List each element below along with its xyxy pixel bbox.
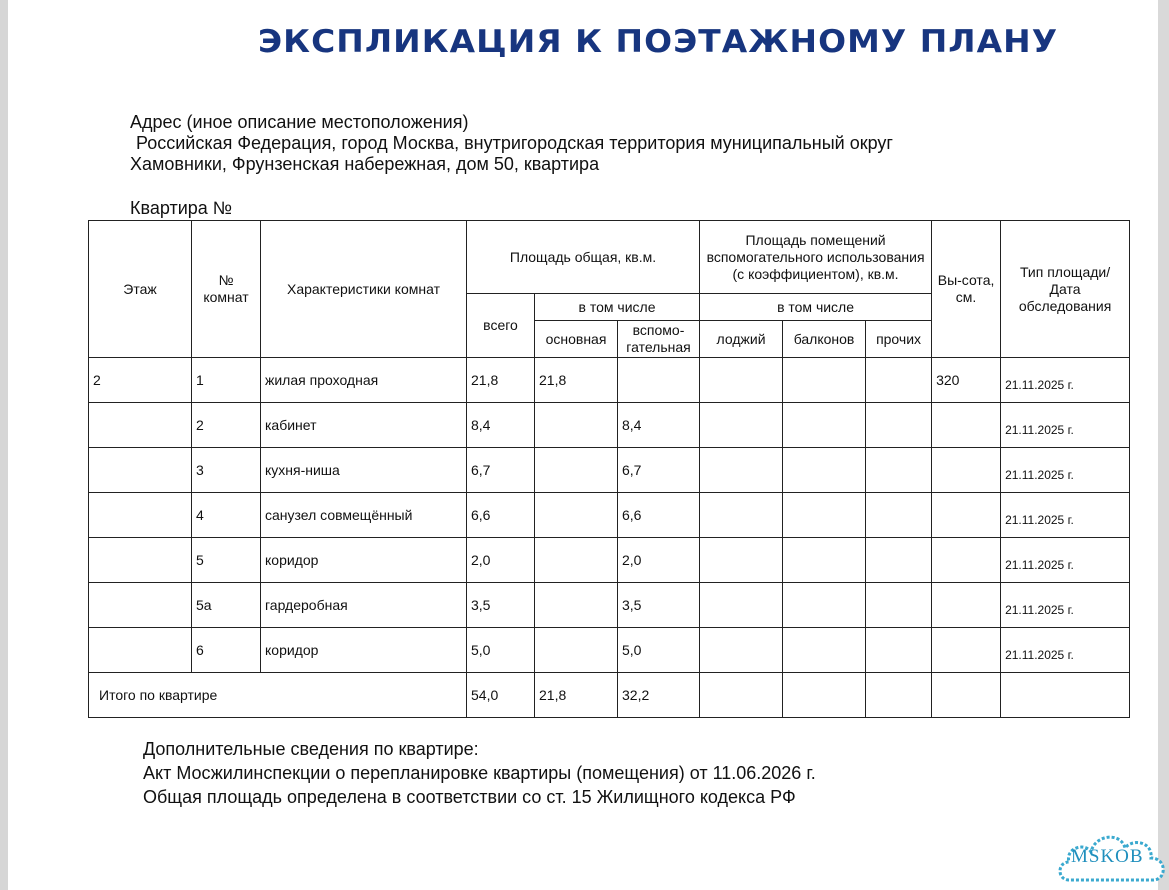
- cell-room-no: 1: [192, 358, 261, 403]
- total-height: [932, 673, 1001, 718]
- cell-loggias: [700, 583, 783, 628]
- cell-loggias: [700, 403, 783, 448]
- cell-other: [866, 403, 932, 448]
- cell-balconies: [783, 538, 866, 583]
- header-all: всего: [467, 294, 535, 358]
- cell-main: [535, 448, 618, 493]
- cell-room-name: кухня-ниша: [261, 448, 467, 493]
- cell-total: 3,5: [467, 583, 535, 628]
- cell-height: [932, 403, 1001, 448]
- cell-aux: 6,7: [618, 448, 700, 493]
- total-aux: 32,2: [618, 673, 700, 718]
- cell-main: [535, 538, 618, 583]
- cell-aux: [618, 358, 700, 403]
- total-balconies: [783, 673, 866, 718]
- cell-main: [535, 583, 618, 628]
- cell-floor: [89, 628, 192, 673]
- cell-other: [866, 448, 932, 493]
- cell-loggias: [700, 358, 783, 403]
- cell-height: [932, 448, 1001, 493]
- cell-aux: 8,4: [618, 403, 700, 448]
- cell-loggias: [700, 628, 783, 673]
- cell-room-name: коридор: [261, 628, 467, 673]
- cell-room-no: 5: [192, 538, 261, 583]
- cell-date: 21.11.2025 г.: [1001, 448, 1130, 493]
- total-loggias: [700, 673, 783, 718]
- notes-line-2: Акт Мосжилинспекции о перепланировке квартиры (помещения) от 11.06.2026 г.: [143, 763, 816, 783]
- cell-other: [866, 628, 932, 673]
- address-line-2: Хамовники, Фрунзенская набережная, дом 50, квартира: [130, 154, 600, 174]
- cell-main: 21,8: [535, 358, 618, 403]
- header-floor: Этаж: [89, 221, 192, 358]
- table-row: [89, 403, 1130, 448]
- cell-height: [932, 583, 1001, 628]
- cell-date: 21.11.2025 г.: [1001, 628, 1130, 673]
- cell-total: 5,0: [467, 628, 535, 673]
- total-total: 54,0: [467, 673, 535, 718]
- cell-loggias: [700, 538, 783, 583]
- cell-aux: 2,0: [618, 538, 700, 583]
- cell-other: [866, 358, 932, 403]
- cell-date: 21.11.2025 г.: [1001, 583, 1130, 628]
- cell-balconies: [783, 628, 866, 673]
- cell-floor: 2: [89, 358, 192, 403]
- cell-total: 21,8: [467, 358, 535, 403]
- table-row: [89, 628, 1130, 673]
- explication-table: [88, 220, 1130, 718]
- header-aux-area: Площадь помещений вспомогательного использования (с коэффициентом), кв.м.: [700, 221, 932, 294]
- cell-main: [535, 403, 618, 448]
- page-right-edge: [1158, 0, 1169, 890]
- cell-room-name: коридор: [261, 538, 467, 583]
- total-label: Итого по квартире: [89, 673, 467, 718]
- cell-aux: 5,0: [618, 628, 700, 673]
- cell-height: [932, 538, 1001, 583]
- cell-date: 21.11.2025 г.: [1001, 358, 1130, 403]
- header-type-date: Тип площади/ Дата обследования: [1001, 221, 1130, 358]
- cell-room-name: кабинет: [261, 403, 467, 448]
- header-auxiliary: вспомо-гательная: [618, 321, 700, 358]
- notes-line-1: Дополнительные сведения по квартире:: [143, 739, 479, 759]
- cell-main: [535, 493, 618, 538]
- cell-loggias: [700, 448, 783, 493]
- cell-floor: [89, 448, 192, 493]
- cell-aux: 6,6: [618, 493, 700, 538]
- cell-height: 320: [932, 358, 1001, 403]
- cell-other: [866, 493, 932, 538]
- header-loggias: лоджий: [700, 321, 783, 358]
- header-room-no: № комнат: [192, 221, 261, 358]
- cell-room-no: 5а: [192, 583, 261, 628]
- cell-room-name: жилая проходная: [261, 358, 467, 403]
- cell-floor: [89, 538, 192, 583]
- cell-other: [866, 538, 932, 583]
- header-including: в том числе: [535, 294, 700, 321]
- total-other: [866, 673, 932, 718]
- table-row: [89, 358, 1130, 403]
- address-block: [130, 112, 893, 175]
- table-row: [89, 448, 1130, 493]
- cell-balconies: [783, 448, 866, 493]
- cell-room-no: 4: [192, 493, 261, 538]
- cell-date: 21.11.2025 г.: [1001, 403, 1130, 448]
- cell-floor: [89, 403, 192, 448]
- cell-total: 2,0: [467, 538, 535, 583]
- table-row: [89, 583, 1130, 628]
- cell-date: 21.11.2025 г.: [1001, 493, 1130, 538]
- cell-height: [932, 628, 1001, 673]
- cell-total: 6,6: [467, 493, 535, 538]
- header-characteristics: Характеристики комнат: [261, 221, 467, 358]
- cell-floor: [89, 493, 192, 538]
- cell-room-name: санузел совмещённый: [261, 493, 467, 538]
- cell-balconies: [783, 403, 866, 448]
- cell-other: [866, 583, 932, 628]
- cell-total: 6,7: [467, 448, 535, 493]
- address-label: Адрес (иное описание местоположения): [130, 112, 469, 132]
- page-left-edge: [0, 0, 8, 890]
- total-row: [89, 673, 1130, 718]
- cell-total: 8,4: [467, 403, 535, 448]
- total-main: 21,8: [535, 673, 618, 718]
- cell-floor: [89, 583, 192, 628]
- table-row: [89, 538, 1130, 583]
- header-aux-including: в том числе: [700, 294, 932, 321]
- header-balconies: балконов: [783, 321, 866, 358]
- flat-number-label: Квартира №: [130, 198, 233, 218]
- cell-room-no: 3: [192, 448, 261, 493]
- cell-balconies: [783, 358, 866, 403]
- watermark-text: MSKOB: [1071, 846, 1144, 867]
- cell-main: [535, 628, 618, 673]
- cell-balconies: [783, 583, 866, 628]
- cell-date: 21.11.2025 г.: [1001, 538, 1130, 583]
- header-other: прочих: [866, 321, 932, 358]
- total-date: [1001, 673, 1130, 718]
- header-height: Вы-сота, см.: [932, 221, 1001, 358]
- header-total-area: Площадь общая, кв.м.: [467, 221, 700, 294]
- header-main: основная: [535, 321, 618, 358]
- cell-room-no: 6: [192, 628, 261, 673]
- cell-room-no: 2: [192, 403, 261, 448]
- cell-balconies: [783, 493, 866, 538]
- address-line-1: Российская Федерация, город Москва, внутригородская территория муниципальный округ: [136, 133, 893, 153]
- cell-loggias: [700, 493, 783, 538]
- table-row: [89, 493, 1130, 538]
- cell-aux: 3,5: [618, 583, 700, 628]
- document-title: ЭКСПЛИКАЦИЯ К ПОЭТАЖНОМУ ПЛАНУ: [258, 24, 1059, 60]
- additional-notes: [143, 737, 816, 809]
- cell-room-name: гардеробная: [261, 583, 467, 628]
- notes-line-3: Общая площадь определена в соответствии со ст. 15 Жилищного кодекса РФ: [143, 787, 796, 807]
- cell-height: [932, 493, 1001, 538]
